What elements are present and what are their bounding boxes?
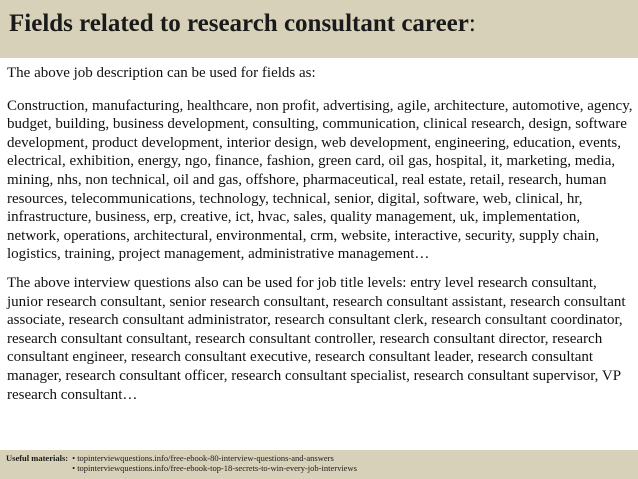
intro-text: The above job description can be used for fields as: xyxy=(7,65,316,81)
page-title-colon: : xyxy=(468,10,476,37)
useful-materials-label: Useful materials: xyxy=(6,453,69,463)
job-levels-paragraph: The above interview questions also can be used for job title levels: entry level research consultant, junior research consultant, senior research consultant, research consultant assistant, research consultant associate, research consultant administrator, research consultant clerk, research consultant coordinator, research consultant consultant, research consultant controller, research consultant director, research consultant engineer, research consultant executive, research consultant leader, research consultant manager, research consultant officer, research consultant specialist, research consultant supervisor, VP research consultant… xyxy=(7,274,626,403)
page-title-text: Fields related to research consultant career xyxy=(9,10,469,37)
fields-paragraph: Construction, manufacturing, healthcare, non profit, advertising, agile, architecture, automotive, agency, budget, building, business development, consulting, communication, clinical research, design, software development, product development, interior design, web development, engineering, education, events, electrical, exhibition, energy, ngo, finance, fashion, green card, oil gas, hospital, it, marketing, media, mining, nhs, non technical, oil and gas, offshore, pharmaceutical, real estate, retail, research, human resources, telecommunications, technology, technical, senior, digital, software, web, clinical, hr, infrastructure, business, erp, creative, ict, hvac, sales, quality management, uk, implementation, network, operations, architectural, environmental, crm, website, interactive, security, supply chain, logistics, training, project management, administrative management… xyxy=(7,97,633,263)
ebook-link-interview-questions[interactable]: • topinterviewquestions.info/free-ebook-80-interview-questions-and-answers xyxy=(72,453,334,463)
ebook-link-secrets[interactable]: • topinterviewquestions.info/free-ebook-top-18-secrets-to-win-every-job-interviews xyxy=(72,463,357,473)
useful-materials-links xyxy=(72,453,357,479)
title-bar xyxy=(0,0,638,58)
page-title xyxy=(9,10,638,38)
content-body xyxy=(7,62,633,404)
footer-bar xyxy=(0,450,638,479)
